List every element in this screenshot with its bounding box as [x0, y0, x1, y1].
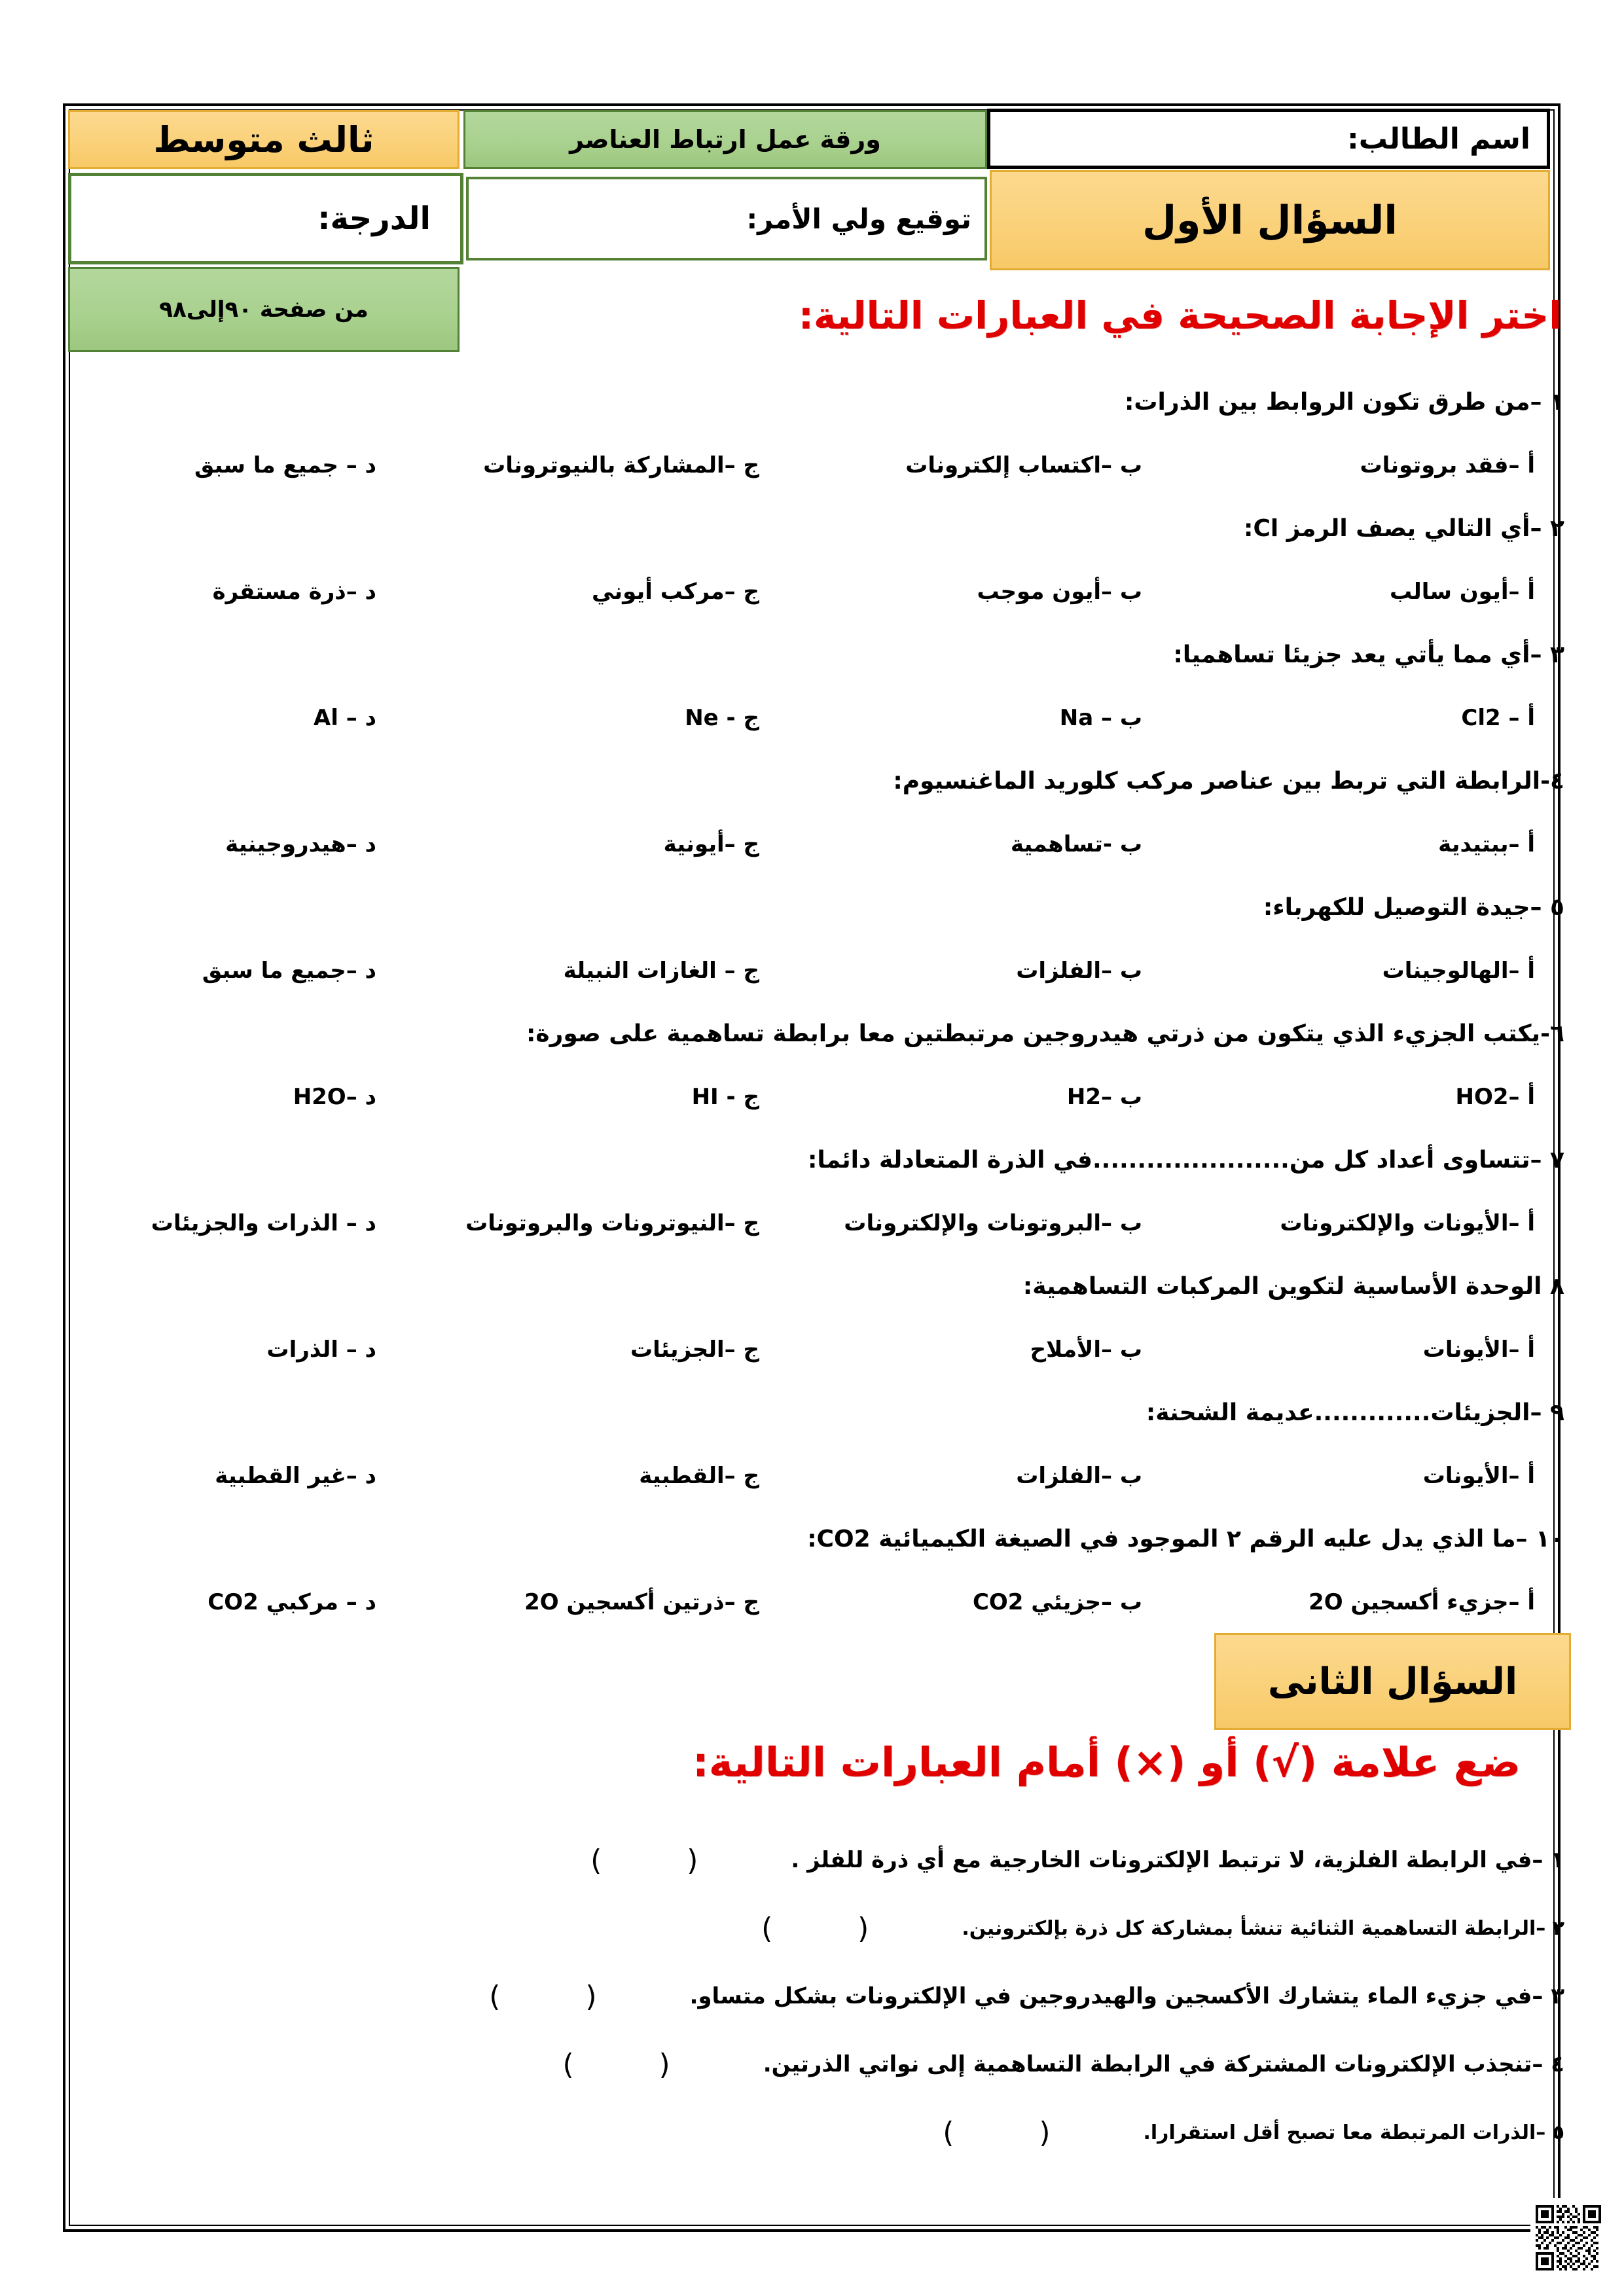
answer-bracket[interactable]: ( ) — [761, 1911, 871, 1945]
options-row — [65, 1066, 1564, 1128]
option-c[interactable]: ج –الجزيئات — [630, 1336, 759, 1363]
option-c[interactable]: ج – الغازات النبيلة — [563, 958, 759, 984]
student-name-field[interactable] — [987, 109, 1550, 169]
option-c[interactable]: ج –القطبية — [639, 1463, 759, 1489]
option-c[interactable]: ج –المشاركة بالنيوترونات — [483, 452, 759, 478]
statement-row — [65, 1894, 1564, 1962]
option-c[interactable]: ج –ذرتين أكسجين 2O — [524, 1589, 759, 1615]
first-question-title: السؤال الأول — [1142, 197, 1398, 243]
options-row — [65, 813, 1564, 876]
options-row — [65, 1192, 1564, 1255]
option-a[interactable]: أ –الأيونات — [1422, 1336, 1535, 1363]
option-d[interactable]: د – جميع ما سبق — [194, 452, 376, 478]
option-b[interactable]: ب –البروتونات والإلكترونات — [844, 1210, 1142, 1236]
option-c[interactable]: ج –النيوترونات والبروتونات — [465, 1210, 759, 1236]
answer-bracket[interactable]: ( ) — [562, 2047, 672, 2081]
option-d[interactable]: د –جميع ما سبق — [202, 958, 376, 984]
qr-code-icon — [1530, 2198, 1606, 2278]
option-d[interactable]: د –ذرة مستقرة — [212, 579, 376, 605]
answer-bracket[interactable]: ( ) — [590, 1843, 700, 1877]
statements-list — [65, 1826, 1564, 2166]
pages-range-label: من صفحة ٩٠إلى٩٨ — [159, 296, 369, 323]
option-b[interactable]: ب –الأملاح — [1030, 1336, 1142, 1363]
option-d[interactable]: د – Al — [313, 705, 376, 731]
statement-row — [65, 2030, 1564, 2098]
option-d[interactable]: د – الذرات والجزيئات — [151, 1210, 376, 1236]
options-row — [65, 560, 1564, 623]
statement-row — [65, 2098, 1564, 2166]
option-b[interactable]: ب –اكتساب إلكترونات — [905, 452, 1142, 478]
section1-instruction: اختر الإجابة الصحيحة في العبارات التالية: — [798, 293, 1562, 338]
option-b[interactable]: ب –أيون موجب — [977, 579, 1142, 605]
question-text: ٦-يكتب الجزيء الذي يتكون من ذرتي هيدروجين مرتبطتين معا برابطة تساهمية على صورة: — [526, 1020, 1564, 1047]
option-d[interactable]: د –هيدروجينية — [225, 831, 376, 857]
statement-text: ٤ –تنجذب الإلكترونات المشتركة في الرابطة التساهمية إلى نواتي الذرتين. — [763, 2051, 1564, 2077]
questions-list — [65, 370, 1564, 1634]
statement-row — [65, 1962, 1564, 2030]
question-text: ٢ –أي التالي يصف الرمز Cl: — [1244, 515, 1564, 542]
grade-label: الدرجة: — [317, 200, 431, 237]
second-question-header — [1214, 1633, 1571, 1730]
pages-range-cell — [68, 267, 460, 352]
parent-signature-field[interactable] — [466, 177, 987, 260]
option-a[interactable]: أ – Cl2 — [1461, 705, 1535, 731]
option-c[interactable]: ج - Ne — [685, 705, 759, 731]
option-a[interactable]: أ –HO2 — [1455, 1084, 1535, 1110]
option-d[interactable]: د –H2O — [293, 1084, 376, 1110]
option-d[interactable]: د – مركبي CO2 — [208, 1589, 376, 1615]
statement-text: ٢ –الرابطة التساهمية الثنائية تنشأ بمشاركة كل ذرة بإلكترونين. — [962, 1916, 1564, 1940]
grade-level-label: ثالث متوسط — [153, 118, 374, 160]
question-text: ٣ –أي مما يأتي يعد جزيئا تساهميا: — [1173, 641, 1564, 668]
question-text: ٤-الرابطة التي تربط بين عناصر مركب كلوريد الماغنسيوم: — [893, 768, 1564, 795]
option-b[interactable]: ب –الفلزات — [1016, 1463, 1142, 1489]
option-a[interactable]: أ –الأيونات — [1422, 1463, 1535, 1489]
options-row — [65, 434, 1564, 497]
student-name-label: اسم الطالب: — [1347, 122, 1530, 156]
worksheet-title-label: ورقة عمل ارتباط العناصر — [569, 125, 881, 154]
question-text: ٧ –تتساوى أعداد كل من......................في الذرة المتعادلة دائما: — [808, 1147, 1564, 1174]
option-b[interactable]: ب – Na — [1059, 705, 1142, 731]
statement-text: ١ –في الرابطة الفلزية، لا ترتبط الإلكترونات الخارجية مع أي ذرة للفلز . — [791, 1847, 1564, 1873]
option-a[interactable]: أ –ببتيدية — [1438, 831, 1535, 857]
second-question-title: السؤال الثانى — [1267, 1660, 1518, 1703]
option-c[interactable]: ج –مركب أيوني — [591, 579, 759, 605]
section2-instruction: ضع علامة (√) أو (×) أمام العبارات التالية: — [692, 1738, 1521, 1786]
grade-level-cell — [68, 110, 460, 169]
options-row — [65, 1571, 1564, 1634]
first-question-header — [990, 170, 1550, 270]
question-text: ٨ الوحدة الأساسية لتكوين المركبات التساهمية: — [1022, 1273, 1564, 1300]
option-b[interactable]: ب -تساهمية — [1010, 831, 1142, 857]
statement-text: ٣ –في جزيء الماء يتشارك الأكسجين والهيدروجين في الإلكترونات بشكل متساو. — [689, 1983, 1564, 2009]
option-a[interactable]: أ –الهالوجينات — [1382, 958, 1535, 984]
options-row — [65, 939, 1564, 1002]
option-a[interactable]: أ –فقد بروتونات — [1360, 452, 1535, 478]
option-a[interactable]: أ –جزيء أكسجين 2O — [1308, 1589, 1535, 1615]
options-row — [65, 687, 1564, 749]
grade-field[interactable] — [68, 173, 463, 264]
statement-row — [65, 1826, 1564, 1894]
question-text: ١٠ –ما الذي يدل عليه الرقم ٢ الموجود في الصيغة الكيميائية CO2: — [807, 1526, 1564, 1552]
parent-signature-label: توقيع ولي الأمر: — [746, 202, 971, 235]
option-c[interactable]: ج - HI — [691, 1084, 759, 1110]
question-text: ٥ –جيدة التوصيل للكهرباء: — [1263, 894, 1564, 921]
option-a[interactable]: أ –الأيونات والإلكترونات — [1280, 1210, 1535, 1236]
options-row — [65, 1444, 1564, 1507]
statement-text: ٥ –الذرات المرتبطة معا تصبح أقل استقرارا. — [1143, 2121, 1564, 2144]
option-c[interactable]: ج –أيونية — [663, 831, 759, 857]
worksheet-title-cell — [463, 110, 987, 169]
option-b[interactable]: ب –جزيئي CO2 — [972, 1589, 1142, 1615]
question-text: ١ –من طرق تكون الروابط بين الذرات: — [1124, 389, 1564, 416]
answer-bracket[interactable]: ( ) — [489, 1979, 598, 2013]
option-d[interactable]: د – الذرات — [266, 1336, 376, 1363]
option-d[interactable]: د –غير القطبية — [215, 1463, 376, 1489]
answer-bracket[interactable]: ( ) — [943, 2115, 1052, 2149]
option-a[interactable]: أ –أيون سالب — [1389, 579, 1535, 605]
question-text: ٩ –الجزيئات.............عديمة الشحنة: — [1146, 1399, 1564, 1426]
option-b[interactable]: ب –الفلزات — [1016, 958, 1142, 984]
options-row — [65, 1318, 1564, 1381]
option-b[interactable]: ب –H2 — [1066, 1084, 1142, 1110]
